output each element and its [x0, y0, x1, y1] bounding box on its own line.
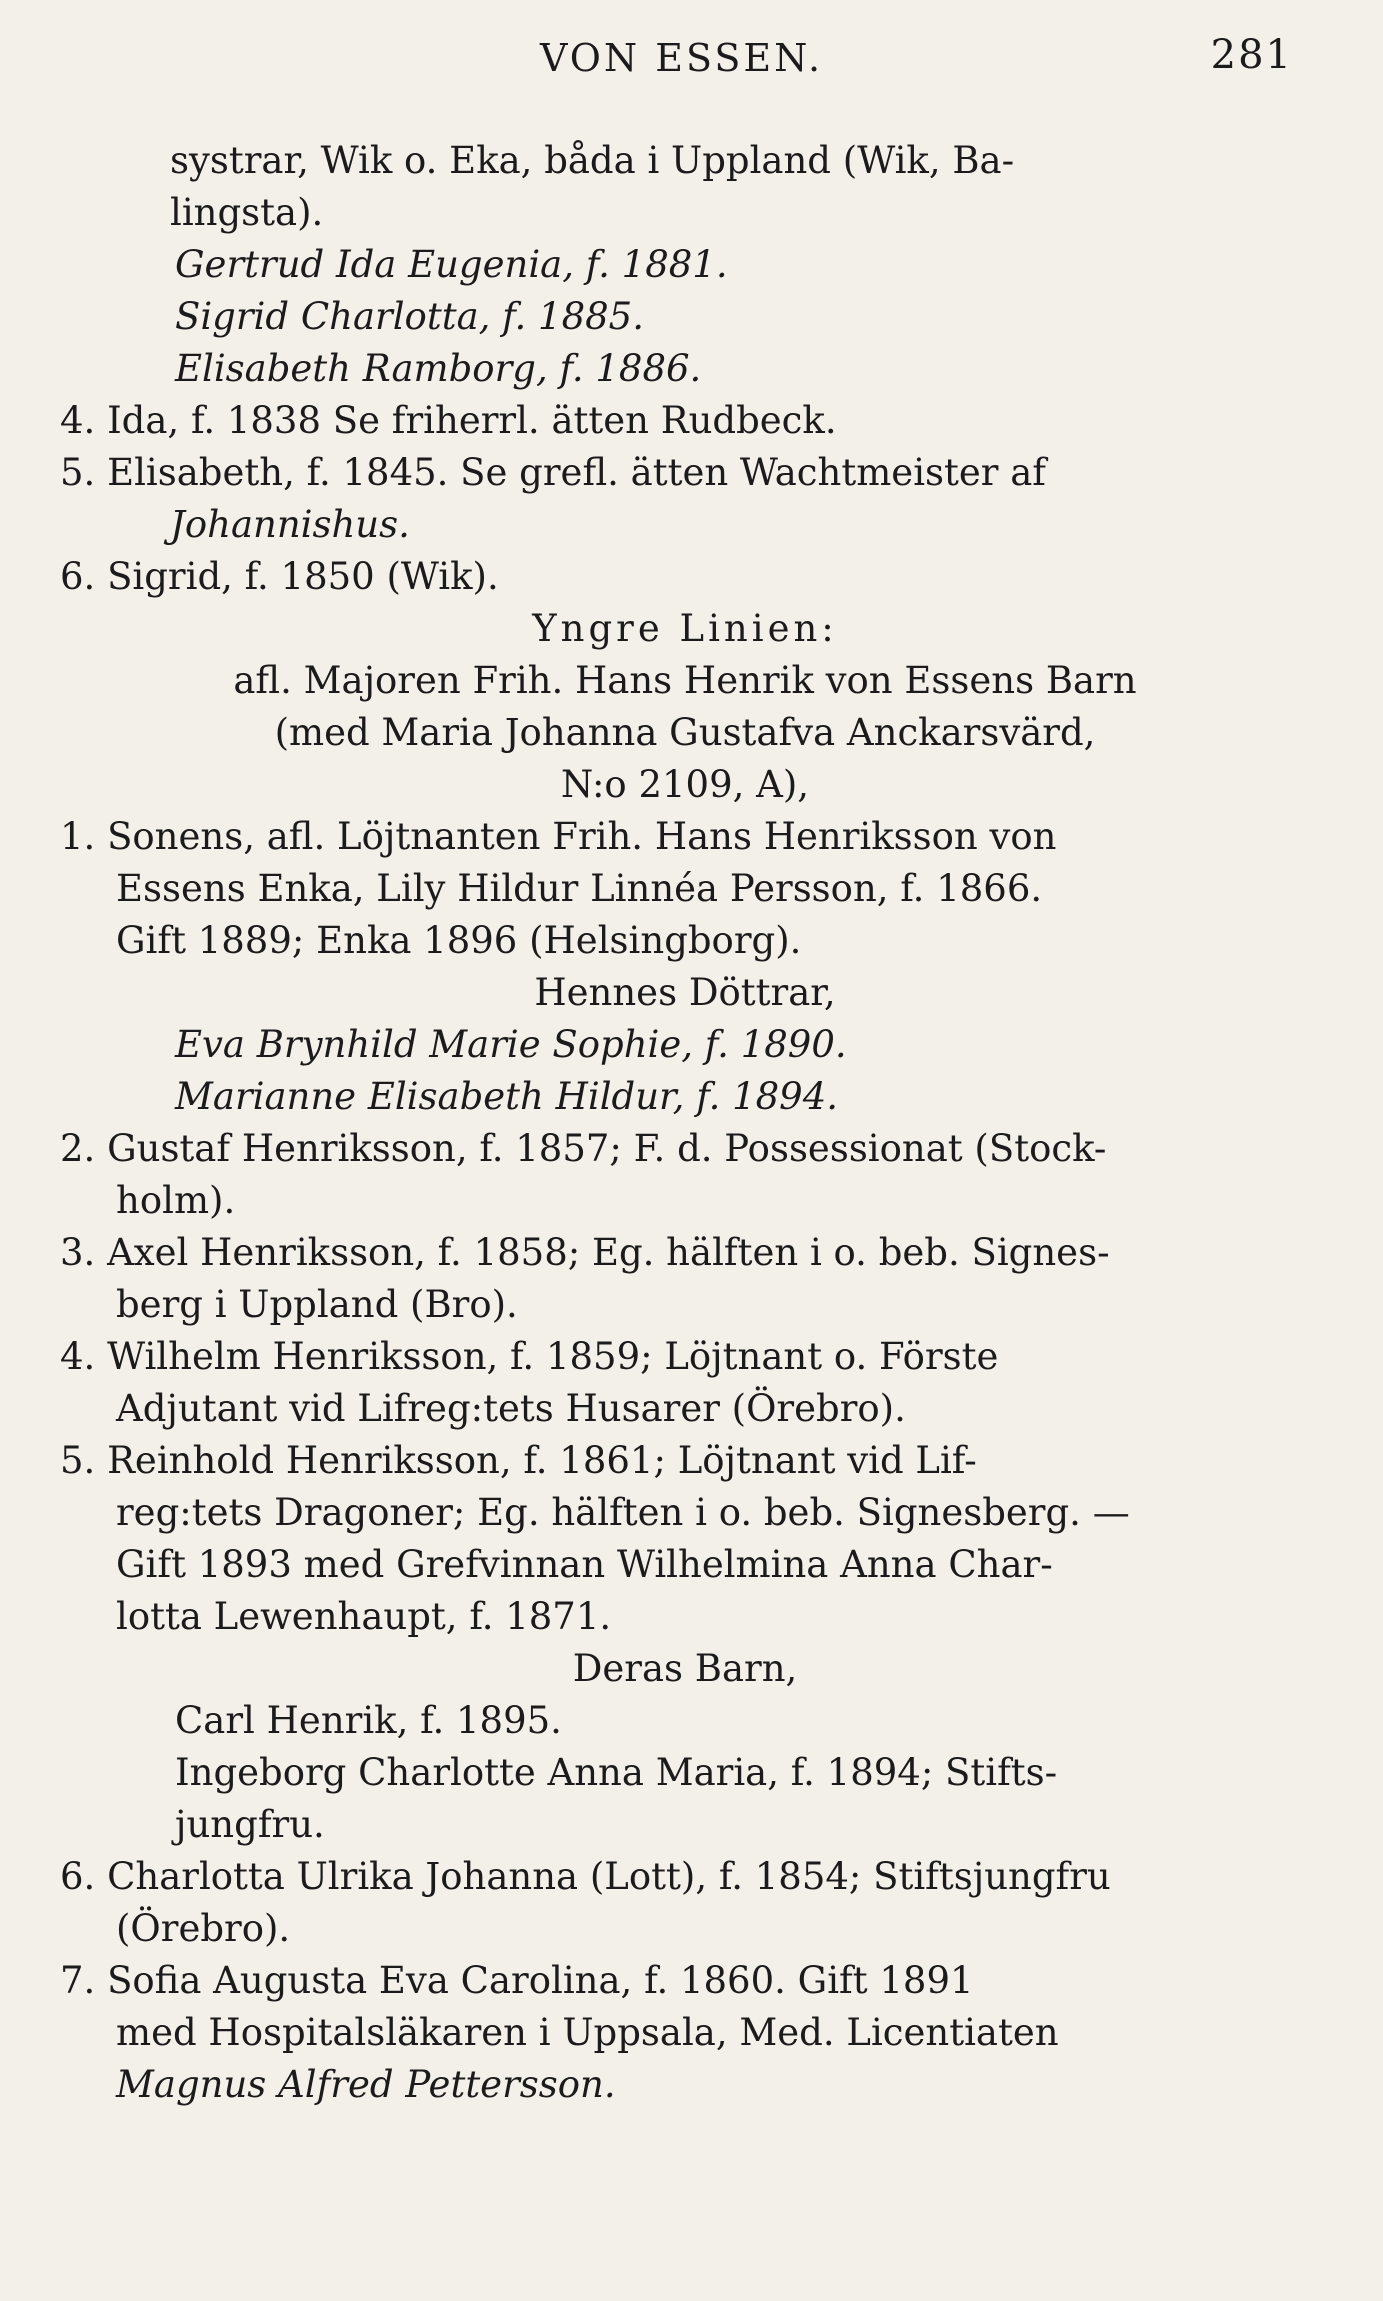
text-line: 7. Sofia Augusta Eva Carolina, f. 1860. Gift 1891: [60, 1959, 974, 2002]
text-line: (Örebro).: [116, 1907, 291, 1950]
text-line: (med Maria Johanna Gustafva Anckarsvärd,: [274, 711, 1096, 754]
text-line: 2. Gustaf Henriksson, f. 1857; F. d. Possessionat (Stock-: [60, 1127, 1107, 1170]
text-line: Eva Brynhild Marie Sophie, f. 1890.: [175, 1023, 847, 1066]
section-heading: Yngre Linien:: [532, 607, 838, 650]
text-line: Gift 1893 med Grefvinnan Wilhelmina Anna Char-: [116, 1543, 1053, 1586]
text-line: Hennes Döttrar,: [534, 971, 836, 1014]
body-text: [60, 135, 1310, 2111]
running-title: VON ESSEN.: [540, 36, 824, 80]
text-line: 6. Sigrid, f. 1850 (Wik).: [60, 555, 499, 598]
page-number: 281: [1210, 32, 1293, 78]
text-line: med Hospitalsläkaren i Uppsala, Med. Licentiaten: [116, 2011, 1059, 2054]
text-line: Essens Enka, Lily Hildur Linnéa Persson, f. 1866.: [116, 867, 1043, 910]
text-line: berg i Uppland (Bro).: [116, 1283, 518, 1326]
text-line: Elisabeth Ramborg, f. 1886.: [175, 347, 702, 390]
text-line: lotta Lewenhaupt, f. 1871.: [116, 1595, 612, 1638]
text-line: Deras Barn,: [572, 1647, 798, 1690]
text-line: Ingeborg Charlotte Anna Maria, f. 1894; Stifts-: [175, 1751, 1058, 1794]
text-line: Sigrid Charlotta, f. 1885.: [175, 295, 644, 338]
text-line: 6. Charlotta Ulrika Johanna (Lott), f. 1854; Stiftsjungfru: [60, 1855, 1111, 1898]
text-line: holm).: [116, 1179, 236, 1222]
text-line: Carl Henrik, f. 1895.: [175, 1699, 562, 1742]
text-line: Marianne Elisabeth Hildur, f. 1894.: [175, 1075, 839, 1118]
text-line: 1. Sonens, afl. Löjtnanten Frih. Hans Henriksson von: [60, 815, 1057, 858]
text-line: Gertrud Ida Eugenia, f. 1881.: [175, 243, 728, 286]
text-line: 5. Elisabeth, f. 1845. Se grefl. ätten Wachtmeister af: [60, 451, 1046, 494]
text-line: afl. Majoren Frih. Hans Henrik von Essens Barn: [233, 659, 1137, 702]
text-line: N:o 2109, A),: [560, 763, 810, 806]
text-line: Johannishus.: [170, 503, 410, 546]
text-line: jungfru.: [175, 1803, 325, 1846]
page-header: [0, 30, 1383, 90]
text-line: 4. Wilhelm Henriksson, f. 1859; Löjtnant o. Förste: [60, 1335, 999, 1378]
text-line: 4. Ida, f. 1838 Se friherrl. ätten Rudbeck.: [60, 399, 837, 442]
text-line: reg:tets Dragoner; Eg. hälften i o. beb. Signesberg. —: [116, 1491, 1130, 1534]
text-line: lingsta).: [170, 191, 324, 234]
text-line: 3. Axel Henriksson, f. 1858; Eg. hälften i o. beb. Signes-: [60, 1231, 1110, 1274]
text-line: Adjutant vid Lifreg:tets Husarer (Örebro).: [116, 1387, 906, 1430]
text-line: Gift 1889; Enka 1896 (Helsingborg).: [116, 919, 802, 962]
text-line: systrar, Wik o. Eka, båda i Uppland (Wik, Ba-: [170, 139, 1015, 182]
text-line: 5. Reinhold Henriksson, f. 1861; Löjtnant vid Lif-: [60, 1439, 977, 1482]
text-line: Magnus Alfred Pettersson.: [116, 2063, 616, 2106]
